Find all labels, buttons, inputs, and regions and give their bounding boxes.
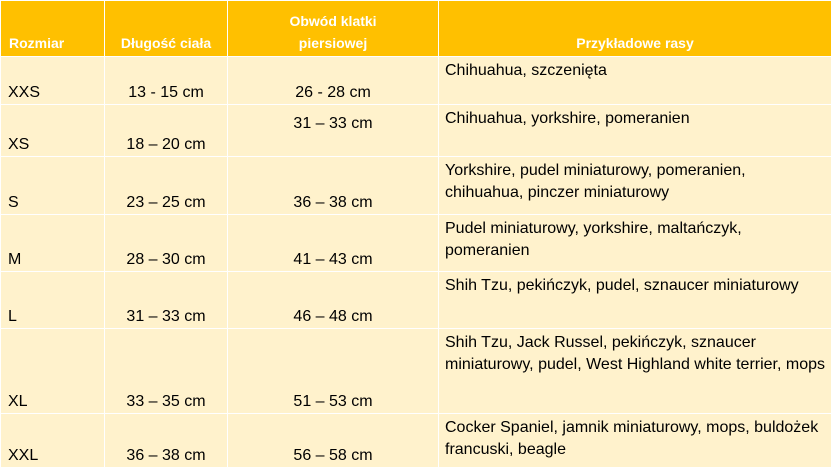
cell-chest: 26 - 28 cm bbox=[228, 57, 439, 105]
cell-chest: 56 – 58 cm bbox=[228, 414, 439, 468]
cell-chest: 41 – 43 cm bbox=[228, 215, 439, 272]
table-row bbox=[1, 157, 832, 215]
cell-length: 31 – 33 cm bbox=[105, 272, 228, 329]
table-row bbox=[1, 215, 832, 272]
cell-breeds: Shih Tzu, pekińczyk, pudel, sznaucer miniaturowy bbox=[439, 272, 832, 329]
cell-size: XXL bbox=[1, 414, 105, 468]
header-length: Długość ciała bbox=[105, 1, 228, 57]
header-chest bbox=[228, 1, 439, 57]
header-size: Rozmiar bbox=[1, 1, 105, 57]
cell-size: XL bbox=[1, 329, 105, 414]
table-row bbox=[1, 272, 832, 329]
header-chest-line1: Obwód klatki bbox=[289, 13, 377, 29]
cell-breeds: Shih Tzu, Jack Russel, pekińczyk, sznaucer miniaturowy, pudel, West Highland white terrier, mops bbox=[439, 329, 832, 414]
header-breeds: Przykładowe rasy bbox=[439, 1, 832, 57]
cell-breeds: Chihuahua, szczenięta bbox=[439, 57, 832, 105]
cell-length: 33 – 35 cm bbox=[105, 329, 228, 414]
cell-chest: 36 – 38 cm bbox=[228, 157, 439, 215]
cell-size: M bbox=[1, 215, 105, 272]
cell-breeds: Pudel miniaturowy, yorkshire, maltańczyk, pomeranien bbox=[439, 215, 832, 272]
cell-length: 18 – 20 cm bbox=[105, 105, 228, 157]
cell-breeds: Chihuahua, yorkshire, pomeranien bbox=[439, 105, 832, 157]
cell-length: 23 – 25 cm bbox=[105, 157, 228, 215]
cell-size: XXS bbox=[1, 57, 105, 105]
cell-chest: 51 – 53 cm bbox=[228, 329, 439, 414]
cell-breeds: Cocker Spaniel, jamnik miniaturowy, mops, buldożek francuski, beagle bbox=[439, 414, 832, 468]
cell-length: 28 – 30 cm bbox=[105, 215, 228, 272]
cell-length: 13 - 15 cm bbox=[105, 57, 228, 105]
table-row bbox=[1, 57, 832, 105]
cell-length: 36 – 38 cm bbox=[105, 414, 228, 468]
cell-size: L bbox=[1, 272, 105, 329]
table-row bbox=[1, 329, 832, 414]
cell-size: XS bbox=[1, 105, 105, 157]
cell-size: S bbox=[1, 157, 105, 215]
table-row bbox=[1, 105, 832, 157]
cell-chest: 46 – 48 cm bbox=[228, 272, 439, 329]
header-row bbox=[1, 1, 832, 57]
header-chest-line2: piersiowej bbox=[298, 35, 368, 51]
cell-chest: 31 – 33 cm bbox=[228, 105, 439, 157]
cell-breeds: Yorkshire, pudel miniaturowy, pomeranien, chihuahua, pinczer miniaturowy bbox=[439, 157, 832, 215]
